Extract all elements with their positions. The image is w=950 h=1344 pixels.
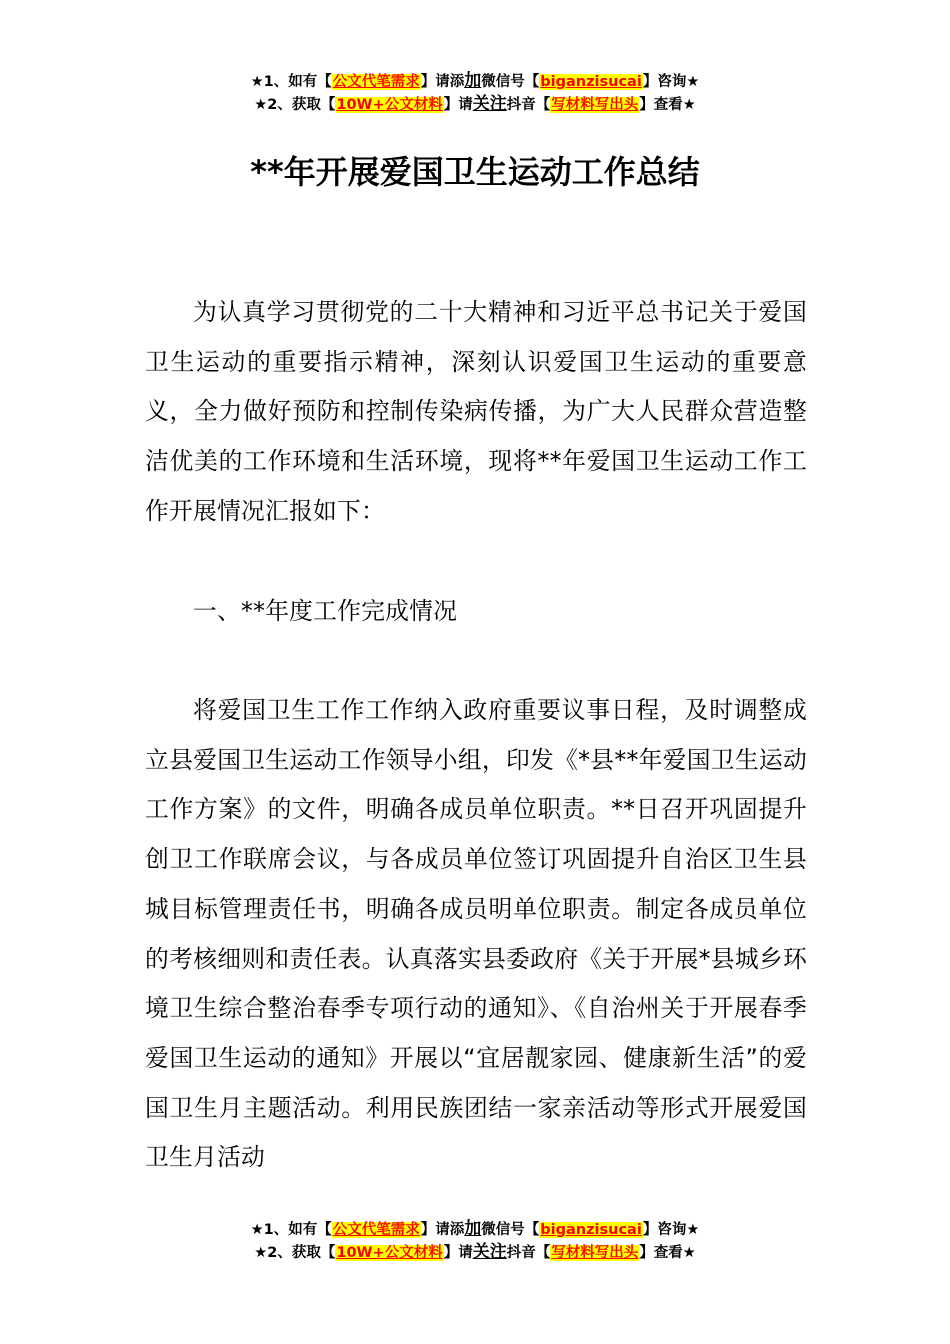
bottom-banner-line-1: ★1、如有【公文代笔需求】请添加微信号【biganzisucai】咨询★ — [250, 1219, 700, 1239]
wechat-id-highlight[interactable]: biganzisucai — [540, 74, 642, 90]
service-highlight[interactable]: 公文代笔需求 — [332, 74, 420, 90]
service-highlight[interactable]: 公文代笔需求 — [332, 1222, 420, 1238]
douyin-account-highlight[interactable]: 写材料写出头 — [551, 97, 639, 113]
section-1-paragraph: 将爱国卫生工作工作纳入政府重要议事日程，及时调整成立县爱国卫生运动工作领导小组，印发《*县**年爱国卫生运动工作方案》的文件，明确各成员单位职责。**日召开巩固提升创卫工作联席会议，与各成员单位签订巩固提升自治区卫生县城目标管理责任书，明确各成员明单位职责。制定各成员单位的考核细则和责任表。认真落实县委政府《关于开展*县城乡环境卫生综合整治春季专项行动的通知》、《自治州关于开展春季爱国卫生运动的通知》开展以“宜居靓家园、健康新生活”的爱国卫生月主题活动。利用民族团结一家亲活动等形式开展爱国卫生月活动 — [145, 696, 807, 1172]
materials-highlight[interactable]: 10W+公文材料 — [336, 97, 443, 113]
intro-block — [145, 288, 807, 537]
top-banner-line-2: ★2、获取【10W+公文材料】请关注抖音【写材料写出头】查看★ — [254, 94, 696, 114]
document-title: **年开展爱国卫生运动工作总结 — [250, 153, 700, 191]
materials-highlight[interactable]: 10W+公文材料 — [336, 1245, 443, 1261]
douyin-account-highlight[interactable]: 写材料写出头 — [551, 1245, 639, 1261]
bottom-banner — [0, 1218, 950, 1264]
top-banner — [0, 70, 950, 116]
section-1-heading: 一、**年度工作完成情况 — [193, 597, 458, 625]
top-banner-line-1: ★1、如有【公文代笔需求】请添加微信号【biganzisucai】咨询★ — [250, 71, 700, 91]
section-1-body-block — [145, 686, 807, 1183]
intro-paragraph: 为认真学习贯彻党的二十大精神和习近平总书记关于爱国卫生运动的重要指示精神，深刻认识爱国卫生运动的重要意义，全力做好预防和控制传染病传播，为广大人民群众营造整洁优美的工作环境和生活环境，现将**年爱国卫生运动工作工作开展情况汇报如下： — [145, 298, 807, 525]
section-1-heading-block — [145, 587, 807, 637]
bottom-banner-line-2: ★2、获取【10W+公文材料】请关注抖音【写材料写出头】查看★ — [254, 1242, 696, 1262]
wechat-id-highlight[interactable]: biganzisucai — [540, 1222, 642, 1238]
